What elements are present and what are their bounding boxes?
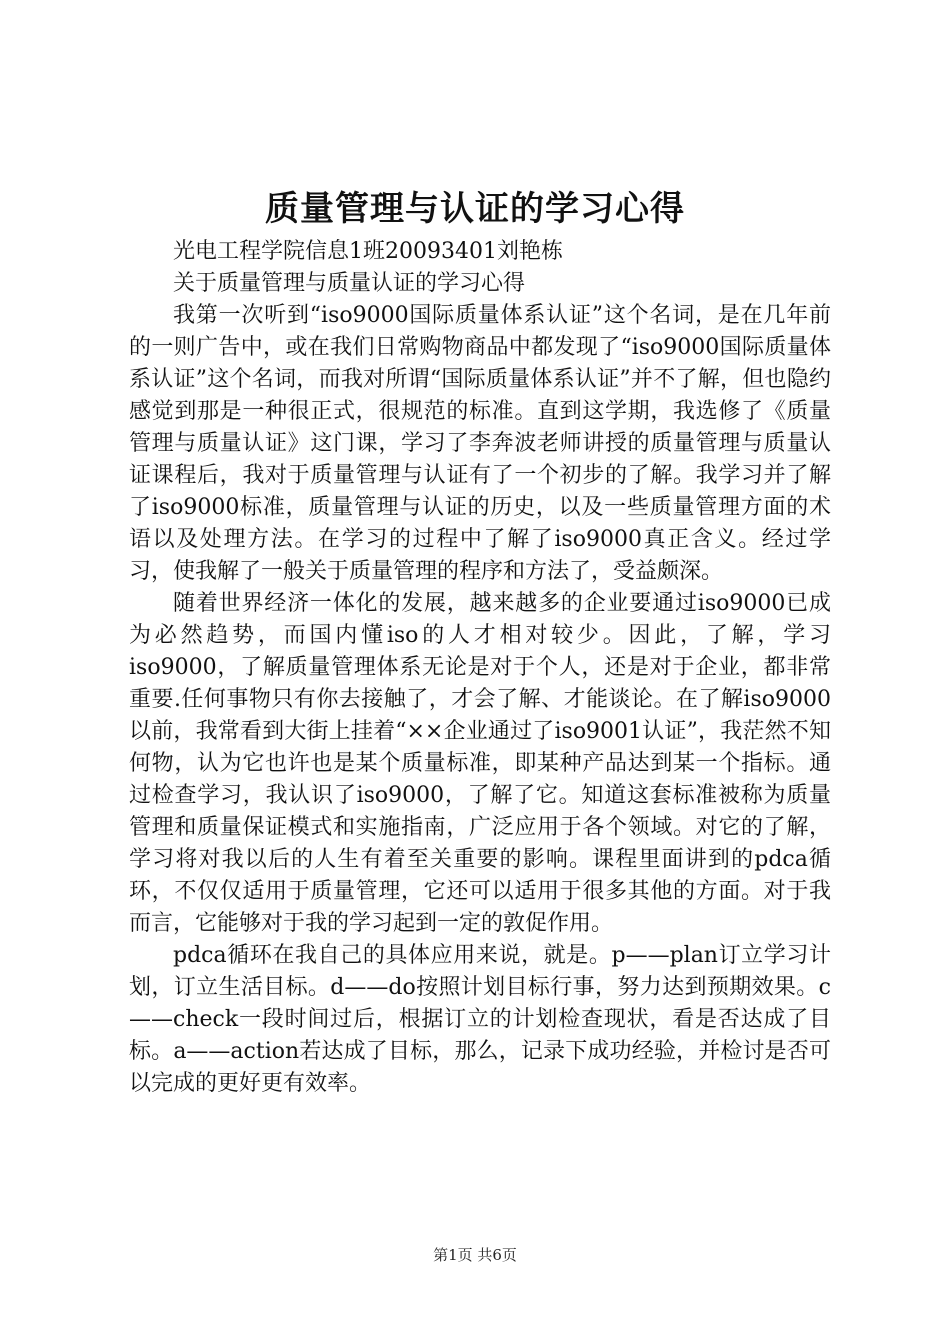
page-number-footer: 第1页 共6页 [433,1246,517,1264]
document-title: 质量管理与认证的学习心得 [265,189,685,229]
subtitle-line: 关于质量管理与质量认证的学习心得 [173,271,526,296]
paragraph: 随着世界经济一体化的发展，越来越多的企业要通过iso9000已成为必然趋势，而国内懂iso的人才相对较少。因此，了解，学习iso9000，了解质量管理体系无论是对于个人，还是对于企业，都非常重要.任何事物只有你去接触了，才会了解、才能谈论。在了解iso9000以前，我常看到大街上挂着“××企业通过了iso9001认证”，我茫然不知何物，认为它也许也是某个质量标准，即某种产品达到某一个指标。通过检查学习，我认识了iso9000，了解了它。知道这套标准被称为质量管理和质量保证模式和实施指南，广泛应用于各个领域。对它的了解，学习将对我以后的人生有着至关重要的影响。课程里面讲到的pdca循环，不仅仅适用于质量管理，它还可以适用于很多其他的方面。对于我而言，它能够对于我的学习起到一定的敦促作用。 [129,591,831,936]
paragraph: 我第一次听到“iso9000国际质量体系认证”这个名词，是在几年前的一则广告中，或在我们日常购物商品中都发现了“iso9000国际质量体系认证”这个名词，而我对所谓“国际质量体系认证”并不了解，但也隐约感觉到那是一种很正式，很规范的标准。直到这学期，我选修了《质量管理与质量认证》这门课，学习了李奔波老师讲授的质量管理与质量认证课程后，我对于质量管理与认证有了一个初步的了解。我学习并了解了iso9000标准，质量管理与认证的历史，以及一些质量管理方面的术语以及处理方法。在学习的过程中了解了iso9000真正含义。经过学习，使我解了一般关于质量管理的程序和方法了，受益颇深。 [129,303,831,584]
document-body [129,236,831,1100]
author-line: 光电工程学院信息1班20093401刘艳栋 [173,239,563,264]
paragraph: pdca循环在我自己的具体应用来说，就是。p——plan订立学习计划，订立生活目标。d——do按照计划目标行事，努力达到预期效果。c——check一段时间过后，根据订立的计划检查现状，看是否达成了目标。a——action若达成了目标，那么，记录下成功经验，并检讨是否可以完成的更好更有效率。 [129,943,831,1096]
